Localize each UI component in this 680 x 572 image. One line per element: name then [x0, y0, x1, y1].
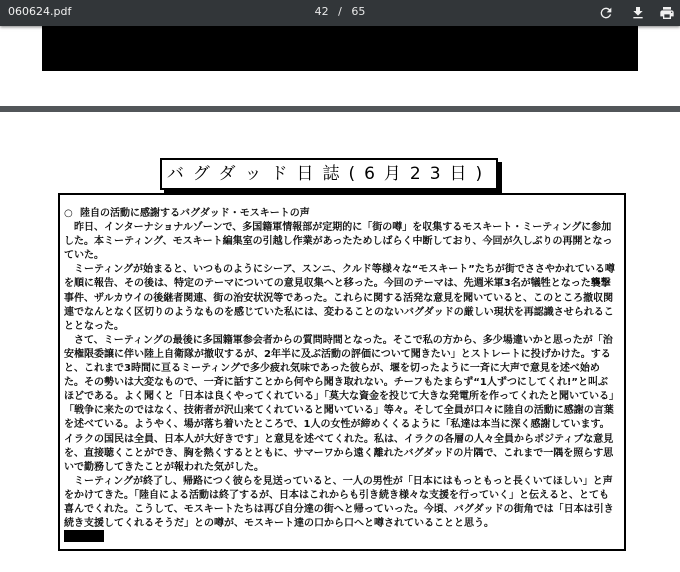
circle-bullet-icon: ○ — [64, 208, 73, 219]
paragraph: ミーティングが始まると、いつものようにシーア、スンニ、クルド等様々な“モスキート”たちが街でささやかれている噂を順に報告、その後は、特定のテーマについての意見収集へと移った。今回のテーマは、先週米軍3名が犠牲となった襲撃事件、ザルカウイの後継者関連、街の治安状況等であった。これらに関する活発な意見を聞いていると、このところ撤収関連でなんとなく区切りのようなものを感じていた私には、変わることのないバグダッドの厳しい現状を再認識させられることとなった。 — [64, 264, 615, 332]
download-icon[interactable] — [628, 3, 648, 23]
document-title: バグダッド日誌(6月23日) — [160, 158, 498, 190]
article-body — [64, 207, 616, 531]
redaction-block — [64, 530, 104, 542]
total-pages: 65 — [351, 5, 366, 18]
pdf-toolbar — [0, 0, 680, 26]
previous-page — [0, 26, 680, 106]
paragraph: ミーティングが終了し、帰路につく彼らを見送っていると、一人の男性が「日本にはもっともっと長くいてほしい」と声をかけてきた。「陸自による活動は終了するが、日本はこれからも引き続き様々な支援を行っていく」と伝えると、とても喜んでくれた。こうして、モスキートたちは再び自分達の街へと帰っていった。今頃、バグダッドの街角では「日本は引き続き支援してくれるそうだ」との噂が、モスキート達の口から口へと噂されていることと思う。 — [64, 475, 614, 530]
redaction-block — [42, 26, 638, 71]
page-indicator — [0, 5, 680, 18]
article-heading — [64, 207, 616, 221]
file-name: 060624.pdf — [8, 5, 72, 18]
paragraph: さて、ミーティングの最後に多国籍軍参会者からの質問時間となった。そこで私の方から、多少場違いかと思ったが「治安権限委譲に伴い陸上自衛隊が撤収するが、2年半に及ぶ活動の評価について聞きたい」とストレートに投げかけた。すると、これまで3時間に亘るミーティングで多少疲れ気味であった彼らが、堰を切ったように一斉に大声で意見を述べ始めた。その勢いは大変なもので、一斉に話すことから何やら聞き取れない。チーフもたまらず“1人ずつにしてくれ!”と叫ぶほどである。よく聞くと「日本は良くやってくれている」「莫大な資金を投じて大きな発電所を作ってくれたと聞いている」「戦争に来たのではなく、技術者が沢山来てくれていると聞いている」等々。そして全員が口々に陸自の活動に感謝の言葉を述べている。ようやく、場が落ち着いたところで、1人の女性が締めくくるように「私達は本当に深く感謝しています。イラクの国民は全員、日本人が大好きです」と意見を述べてくれた。私は、イラクの各層の人々全員からポジティブな意見を、直接聴くことができ、胸を熱くするとともに、サマーワから遠く離れたバグダッドの片隅で、これまで一隅を照らす思いで勤務してきたことが報われた気がした。 — [64, 334, 614, 473]
current-page-number[interactable]: 42 — [314, 5, 329, 18]
print-icon[interactable] — [657, 3, 677, 23]
paragraph: 昨日、インターナショナルゾーンで、多国籍軍情報部が定期的に「街の噂」を収集するモスキート・ミーティングに参加した。本ミーティング、モスキート編集室の引越し作業があったためしばらく中断しており、今回が久しぶりの再開となっていた。 — [64, 222, 613, 262]
rotate-icon[interactable] — [596, 3, 616, 23]
page-separator: / — [338, 5, 342, 18]
heading-text: 陸自の活動に感謝するバグダッド・モスキートの声 — [80, 208, 310, 219]
